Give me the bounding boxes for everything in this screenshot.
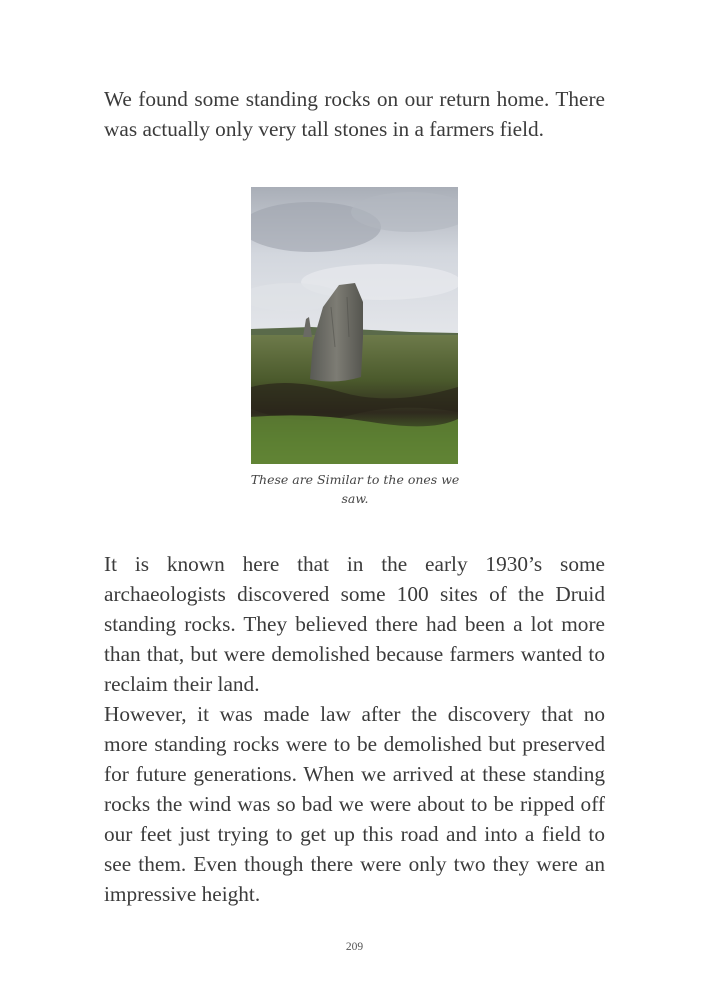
paragraph-preservation: However, it was made law after the discovery that no more standing rocks were to be demolished but preserved for future generations. When we arrived at these standing rocks the wind was so bad we were about to be ripped off our feet just trying to get up this road and into a field to see them. Even though there were only two they were an impressive height. bbox=[104, 702, 605, 906]
paragraph-archaeology: It is known here that in the early 1930’s some archaeologists discovered some 100 sites of the Druid standing rocks. They believed there had been a lot more than that, but were demolished because farmers wanted to reclaim their land. bbox=[104, 552, 605, 696]
figure-caption: These are Similar to the ones we saw. bbox=[250, 472, 460, 506]
standing-stones-photo bbox=[251, 187, 458, 464]
paragraph-intro: We found some standing rocks on our return home. There was actually only very tall stones in a farmers field. bbox=[104, 87, 605, 141]
page-number: 209 bbox=[345, 941, 364, 953]
